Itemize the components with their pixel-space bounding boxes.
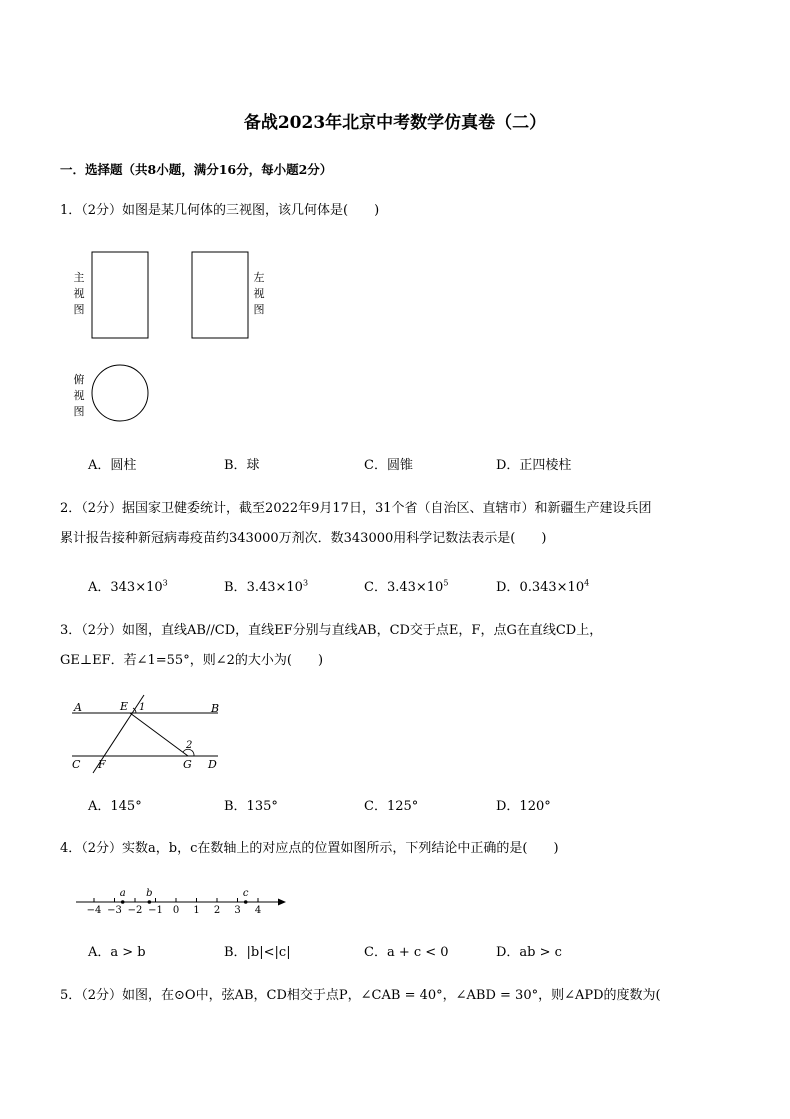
- q3-label-g: G: [183, 758, 192, 771]
- q3-stem-line2: GE⊥EF．若∠1=55°，则∠2的大小为( ): [60, 653, 324, 668]
- section-heading: 一．选择题（共8小题，满分16分，每小题2分）: [60, 162, 333, 177]
- q3-label-c: C: [72, 758, 81, 771]
- q4-option-d[interactable]: D．ab > c: [496, 945, 562, 960]
- q5-stem: 5．（2分）如图，在⊙O中，弦AB，CD相交于点P，∠CAB = 40°，∠ABD = 30°，则∠APD的度数为(: [60, 988, 661, 1003]
- q3-label-f: F: [98, 758, 106, 771]
- q3-stem-line1: 3．（2分）如图，直线AB//CD，直线EF分别与直线AB，CD交于点E，F，点G在直线CD上，: [60, 623, 603, 638]
- q4-tick-label: −4: [86, 905, 102, 916]
- q2-stem-line1: 2．（2分）据国家卫健委统计，截至2022年9月17日，31个省（自治区、直辖市）和新疆生产建设兵团: [60, 501, 652, 516]
- q4-option-a[interactable]: A．a > b: [88, 945, 146, 960]
- q3-label-b: B: [211, 702, 220, 715]
- q4-tick-label: −1: [148, 905, 163, 916]
- q2-option-d[interactable]: D．$0.343\times 10^4$: [496, 578, 590, 595]
- q4-point-label-b: b: [146, 888, 153, 899]
- q3-option-b[interactable]: B．135°: [224, 799, 278, 814]
- q1-stem: 1．（2分）如图是某几何体的三视图，该几何体是( ): [60, 203, 380, 218]
- page-title: 备战2023年北京中考数学仿真卷（二）: [243, 113, 547, 133]
- q2-option-c[interactable]: C．$3.43\times 10^5$: [364, 578, 449, 595]
- q3-label-angle1: 1: [139, 702, 146, 713]
- q4-point-label-a: a: [119, 888, 126, 899]
- q3-label-d: D: [208, 758, 217, 771]
- q3-option-d[interactable]: D．120°: [496, 799, 551, 814]
- q1-front-view-label: 主视图: [73, 271, 85, 316]
- q1-option-a[interactable]: A．圆柱: [88, 458, 137, 473]
- q1-option-c[interactable]: C．圆锥: [364, 458, 413, 473]
- q2-stem-line2: 累计报告接种新冠病毒疫苗约343000万剂次．数343000用科学记数法表示是( ): [60, 531, 547, 546]
- q3-option-c[interactable]: C．125°: [364, 799, 419, 814]
- q1-top-view-label: 俯视图: [73, 373, 85, 418]
- q4-point-label-c: c: [242, 888, 249, 899]
- q4-tick-label: 0: [172, 905, 180, 916]
- q1-option-d[interactable]: D．正四棱柱: [496, 458, 572, 473]
- q1-option-b[interactable]: B．球: [224, 458, 260, 473]
- q4-axis-arrow: [278, 899, 286, 906]
- q4-tick-label: 3: [234, 905, 241, 916]
- q2-option-a[interactable]: A．$343\times 10^3$: [88, 578, 168, 595]
- q4-point-a: [121, 900, 125, 904]
- q4-tick-label: −2: [127, 905, 143, 916]
- q4-option-c[interactable]: C．a + c < 0: [364, 945, 449, 960]
- q3-label-e: E: [120, 700, 129, 713]
- q4-option-b[interactable]: B．|b|<|c|: [224, 945, 291, 960]
- q3-label-angle2: 2: [186, 740, 193, 751]
- q4-tick-label: −3: [107, 905, 122, 916]
- q1-side-view-label: 左视图: [253, 271, 265, 316]
- q4-point-b: [148, 900, 152, 904]
- q4-tick-label: 1: [193, 905, 200, 916]
- q2-option-b[interactable]: B．$3.43\times 10^3$: [224, 578, 309, 595]
- q4-tick-label: 2: [213, 905, 221, 916]
- q3-option-a[interactable]: A．145°: [88, 799, 142, 814]
- q4-stem: 4．（2分）实数a，b，c在数轴上的对应点的位置如图所示，下列结论中正确的是( ): [60, 841, 559, 856]
- q4-point-c: [244, 900, 248, 904]
- q3-label-a: A: [74, 701, 82, 714]
- q4-tick-label: 4: [254, 905, 262, 916]
